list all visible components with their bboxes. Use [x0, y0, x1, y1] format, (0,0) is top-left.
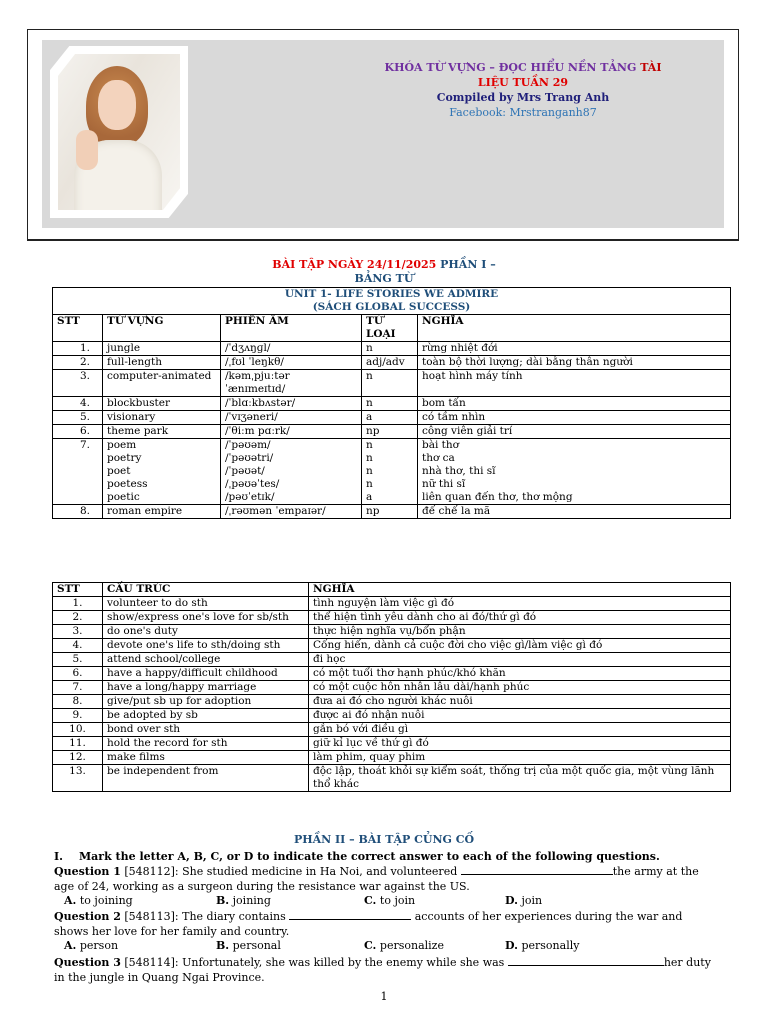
structure-text: be independent from: [103, 765, 309, 792]
col-header-phonetic: PHIÊN ÂM: [221, 315, 362, 342]
vocab-phonetic: /ˈdʒʌŋɡl/: [221, 342, 362, 356]
structure-row: [53, 709, 731, 723]
row-number: 12.: [53, 751, 103, 765]
structure-text: show/express one's love for sb/sth: [103, 611, 309, 625]
vocab-type: np: [362, 425, 418, 439]
vocab-meaning: bài thơ thơ ca nhà thơ, thi sĩ nữ thi sĩ liên quan đến thơ, thơ mộng: [418, 439, 731, 505]
answer-blank[interactable]: [289, 909, 411, 920]
row-number: 5.: [53, 653, 103, 667]
row-number: 7.: [53, 681, 103, 695]
option-a[interactable]: A. to joining: [64, 894, 133, 907]
header-text: [343, 60, 703, 120]
structure-meaning: có một cuộc hôn nhân lâu dài/hạnh phúc: [309, 681, 731, 695]
page-number: 1: [380, 990, 388, 1003]
structure-text: volunteer to do sth: [103, 597, 309, 611]
vocab-row: [53, 425, 731, 439]
vocab-phonetic: /ˈθiːm pɑːrk/: [221, 425, 362, 439]
structure-row: [53, 611, 731, 625]
row-number: 2.: [53, 356, 103, 370]
structure-meaning: giữ kỉ lục về thứ gì đó: [309, 737, 731, 751]
vocab-word: computer-animated: [103, 370, 221, 397]
structure-meaning: thực hiện nghĩa vụ/bổn phận: [309, 625, 731, 639]
structure-row: [53, 681, 731, 695]
vocab-row: [53, 411, 731, 425]
row-number: 11.: [53, 737, 103, 751]
structure-row: [53, 765, 731, 792]
row-number: 13.: [53, 765, 103, 792]
vocab-meaning: toàn bộ thời lượng; dài bằng thân người: [418, 356, 731, 370]
structure-meaning: làm phim, quay phim: [309, 751, 731, 765]
col-header-word: TỪ VỰNG: [103, 315, 221, 342]
vocabulary-section-title: BẢNG TỪ: [354, 272, 414, 285]
vocab-meaning: có tầm nhìn: [418, 411, 731, 425]
instruction: I. Mark the letter A, B, C, or D to indicate the correct answer to each of the following questions.: [54, 850, 660, 863]
structure-meaning: đi học: [309, 653, 731, 667]
answer-blank[interactable]: [461, 864, 613, 875]
exercise-date-title: BÀI TẬP NGÀY 24/11/2025 PHẦN I –: [272, 258, 496, 271]
row-number: 4.: [53, 397, 103, 411]
option-c[interactable]: C. personalize: [364, 939, 444, 952]
vocab-phonetic: /ˌfʊl ˈleŋkθ/: [221, 356, 362, 370]
vocab-meaning: bom tấn: [418, 397, 731, 411]
structure-row: [53, 653, 731, 667]
structure-meaning: đưa ai đó cho người khác nuôi: [309, 695, 731, 709]
facebook-link[interactable]: Facebook: Mrstranganh87: [449, 106, 597, 119]
structure-text: bond over sth: [103, 723, 309, 737]
row-number: 6.: [53, 667, 103, 681]
option-a[interactable]: A. person: [64, 939, 119, 952]
vocab-type: np: [362, 505, 418, 519]
option-d[interactable]: D. join: [505, 894, 543, 907]
structure-row: [53, 597, 731, 611]
structure-table: [52, 582, 731, 792]
structure-meaning: có một tuổi thơ hạnh phúc/khó khăn: [309, 667, 731, 681]
vocab-meaning: hoạt hình máy tính: [418, 370, 731, 397]
structure-meaning: tình nguyện làm việc gì đó: [309, 597, 731, 611]
vocab-type: a: [362, 411, 418, 425]
col-header-meaning: NGHĨA: [418, 315, 731, 342]
structure-meaning: Cống hiến, dành cả cuộc đời cho việc gì/làm việc gì đó: [309, 639, 731, 653]
structure-row: [53, 751, 731, 765]
structure-meaning: thể hiện tình yêu dành cho ai đó/thứ gì đó: [309, 611, 731, 625]
teacher-photo: [58, 54, 180, 210]
structure-text: do one's duty: [103, 625, 309, 639]
vocab-phonetic: /kəmˌpjuːtər ˈænɪmeɪtɪd/: [221, 370, 362, 397]
teacher-photo-frame: [50, 46, 188, 218]
vocab-type: n: [362, 370, 418, 397]
structure-row: [53, 723, 731, 737]
row-number: 7.: [53, 439, 103, 505]
question-3: Question 3 [548114]: Unfortunately, she was killed by the enemy while she was her duty in the jungle in Quang Ngai Province.: [54, 956, 711, 984]
question-1: Question 1 [548112]: She studied medicine in Ha Noi, and volunteered the army at the age of 24, working as a surgeon during the resistance war against the US.: [54, 865, 699, 893]
vocabulary-table: [52, 287, 731, 519]
vocab-row: [53, 505, 731, 519]
row-number: 6.: [53, 425, 103, 439]
row-number: 9.: [53, 709, 103, 723]
vocab-phonetic: /ˈblɑːkbʌstər/: [221, 397, 362, 411]
vocab-row: [53, 370, 731, 397]
structure-meaning: được ai đó nhận nuôi: [309, 709, 731, 723]
row-number: 1.: [53, 342, 103, 356]
option-c[interactable]: C. to join: [364, 894, 416, 907]
structure-text: make films: [103, 751, 309, 765]
vocab-phonetic: /ˈpəʊəm/ /ˈpəʊətri/ /ˈpəʊət/ /ˌpəʊəˈtes/ /pəʊˈetɪk/: [221, 439, 362, 505]
vocab-row: [53, 356, 731, 370]
row-number: 8.: [53, 695, 103, 709]
option-b[interactable]: B. personal: [216, 939, 281, 952]
vocab-word: poem poetry poet poetess poetic: [103, 439, 221, 505]
week-label: LIỆU TUẦN 29: [477, 76, 569, 89]
vocab-type: n: [362, 342, 418, 356]
row-number: 5.: [53, 411, 103, 425]
vocab-meaning: đế chế la mã: [418, 505, 731, 519]
structure-text: hold the record for sth: [103, 737, 309, 751]
row-number: 2.: [53, 611, 103, 625]
structure-meaning: độc lập, thoát khỏi sự kiểm soát, thống trị của một quốc gia, một vùng lãnh thổ khác: [309, 765, 731, 792]
vocab-type: n n n n a: [362, 439, 418, 505]
col-header-structure: CẤU TRÚC: [103, 583, 309, 597]
vocab-type: adj/adv: [362, 356, 418, 370]
vocab-word: blockbuster: [103, 397, 221, 411]
vocab-word: theme park: [103, 425, 221, 439]
vocab-row: [53, 397, 731, 411]
option-b[interactable]: B. joining: [216, 894, 271, 907]
row-number: 3.: [53, 370, 103, 397]
structure-row: [53, 639, 731, 653]
row-number: 1.: [53, 597, 103, 611]
vocab-phonetic: /ˈvɪʒəneri/: [221, 411, 362, 425]
structure-meaning: gắn bó với điều gì: [309, 723, 731, 737]
structure-text: be adopted by sb: [103, 709, 309, 723]
structure-text: have a long/happy marriage: [103, 681, 309, 695]
vocab-word: visionary: [103, 411, 221, 425]
vocab-meaning: công viên giải trí: [418, 425, 731, 439]
vocab-phonetic: /ˌrəʊmən ˈempaɪər/: [221, 505, 362, 519]
vocab-word: jungle: [103, 342, 221, 356]
col-header-type: TỪ LOẠI: [362, 315, 418, 342]
structure-text: have a happy/difficult childhood: [103, 667, 309, 681]
col-header-stt: STT: [53, 315, 103, 342]
row-number: 8.: [53, 505, 103, 519]
row-number: 10.: [53, 723, 103, 737]
row-number: 4.: [53, 639, 103, 653]
header-box: [27, 29, 739, 241]
answer-blank[interactable]: [508, 955, 664, 966]
row-number: 3.: [53, 625, 103, 639]
vocab-meaning: rừng nhiệt đới: [418, 342, 731, 356]
col-header-stt: STT: [53, 583, 103, 597]
option-d[interactable]: D. personally: [505, 939, 580, 952]
vocab-word: full-length: [103, 356, 221, 370]
question-2: Question 2 [548113]: The diary contains accounts of her experiences during the war and shows her love for her family and country.: [54, 910, 683, 938]
structure-text: devote one's life to sth/doing sth: [103, 639, 309, 653]
structure-row: [53, 667, 731, 681]
vocab-row: [53, 342, 731, 356]
vocab-word: roman empire: [103, 505, 221, 519]
structure-row: [53, 625, 731, 639]
part2-title: PHẦN II – BÀI TẬP CỦNG CỐ: [293, 833, 475, 846]
compiler-credit: Compiled by Mrs Trang Anh: [436, 91, 610, 104]
structure-row: [53, 737, 731, 751]
structure-row: [53, 695, 731, 709]
course-title: KHÓA TỪ VỰNG – ĐỌC HIỂU NỀN TẢNG TÀI: [384, 61, 662, 74]
vocab-type: n: [362, 397, 418, 411]
col-header-meaning: NGHĨA: [309, 583, 731, 597]
structure-text: give/put sb up for adoption: [103, 695, 309, 709]
vocab-row: [53, 439, 731, 505]
structure-text: attend school/college: [103, 653, 309, 667]
unit-heading: UNIT 1- LIFE STORIES WE ADMIRE (SÁCH GLOBAL SUCCESS): [53, 288, 731, 315]
